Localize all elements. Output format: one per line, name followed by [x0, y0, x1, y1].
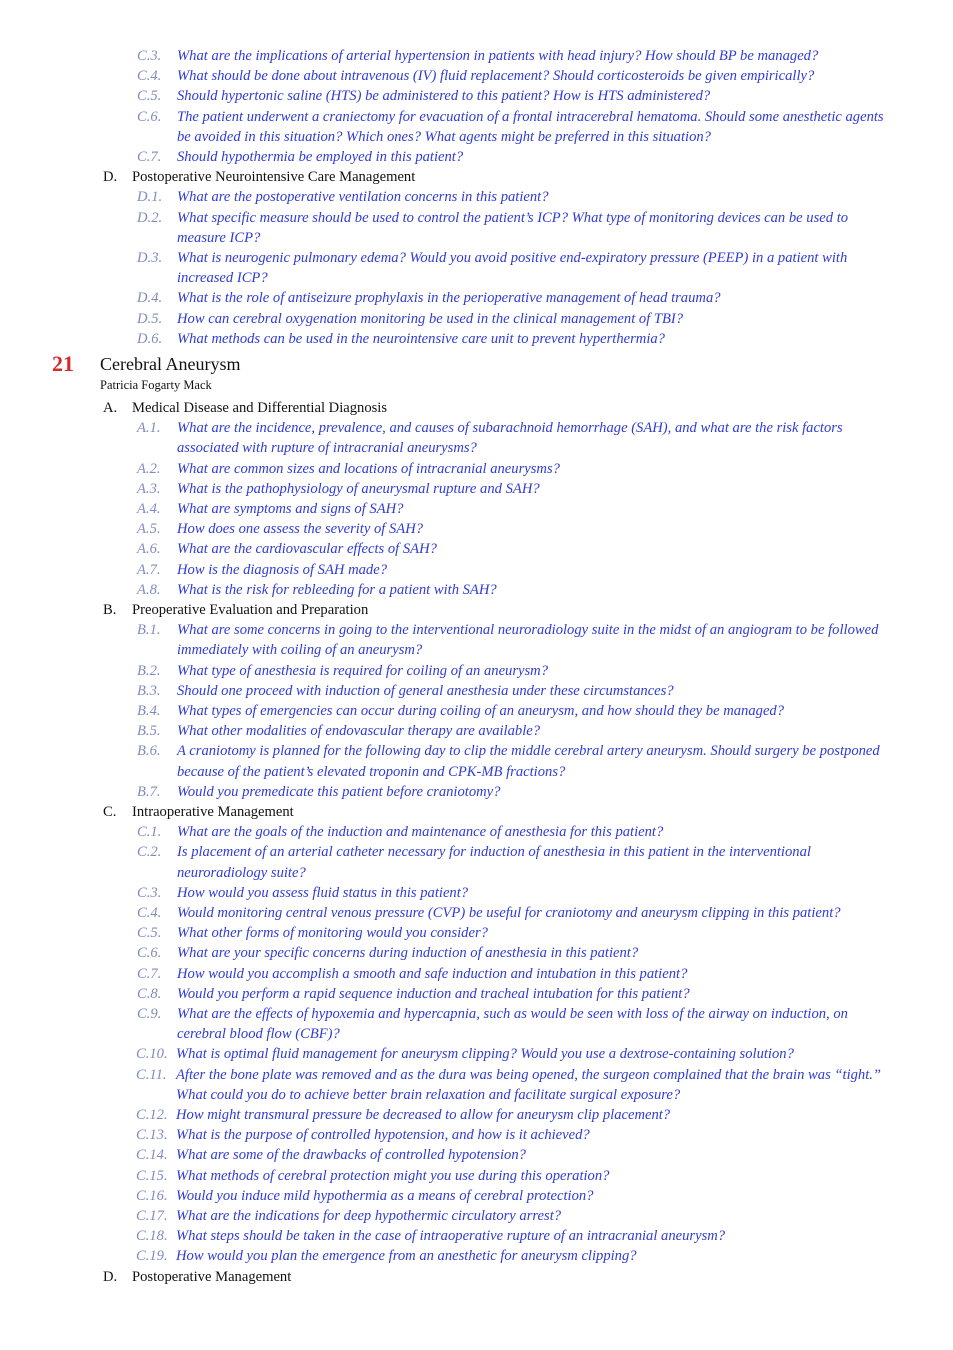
question-item: [0, 842, 953, 882]
question-item: [0, 580, 953, 600]
question-item: [0, 903, 953, 923]
question-number: C.3.: [137, 48, 162, 64]
question-item: [0, 822, 953, 842]
question-number: C.14.: [136, 1147, 168, 1164]
question-number: B.5.: [137, 723, 161, 740]
question-item: [0, 741, 953, 781]
question-item: [0, 479, 953, 499]
question-text: What are the effects of hypoxemia and hypercapnia, such as would be seen with loss of the airway on induction, on cerebral blood flow (CBF)?: [177, 1006, 848, 1043]
question-number: D.3.: [137, 250, 163, 266]
question-item: [0, 681, 953, 701]
question-number: C.7.: [137, 149, 162, 165]
question-number: C.13.: [136, 1127, 168, 1144]
question-text: Would monitoring central venous pressure (CVP) be useful for craniotomy and aneurysm clipping in this patient?: [177, 905, 841, 921]
question-number: A.1.: [137, 420, 161, 437]
question-number: B.7.: [137, 783, 161, 800]
section-heading: [0, 1267, 953, 1287]
question-number: C.18.: [136, 1228, 168, 1245]
question-item: [0, 560, 953, 580]
question-item: [0, 1105, 953, 1125]
question-item: [0, 620, 953, 660]
question-item: [0, 459, 953, 479]
question-number: C.5.: [137, 88, 162, 105]
section-letter: D.: [103, 169, 118, 186]
question-item: [0, 943, 953, 963]
question-number: C.5.: [137, 925, 162, 942]
question-number: C.4.: [137, 68, 162, 85]
question-number: C.19.: [136, 1248, 168, 1265]
question-number: A.8.: [137, 581, 161, 598]
question-number: D.1.: [137, 189, 163, 206]
question-number: C.11.: [136, 1066, 167, 1083]
question-number: C.8.: [137, 985, 162, 1002]
question-text: How is the diagnosis of SAH made?: [177, 561, 387, 578]
question-text: How can cerebral oxygenation monitoring be used in the clinical management of TBI?: [177, 310, 684, 327]
question-number: B.6.: [137, 743, 161, 760]
question-item: [0, 923, 953, 943]
question-text: Would you perform a rapid sequence induction and tracheal intubation for this patient?: [177, 985, 690, 1002]
question-text: Is placement of an arterial catheter necessary for induction of anesthesia in this patient in the interventional neuroradiology suite?: [177, 844, 811, 881]
question-number: A.5.: [137, 521, 161, 538]
question-number: C.10.: [136, 1046, 168, 1063]
question-item: [0, 1226, 953, 1246]
question-text: The patient underwent a craniectomy for evacuation of a frontal intracerebral hematoma. Should some anesthetic agents be avoided in this situation? Which ones? What agents might be preferred in this situation?: [177, 108, 884, 145]
chapter-number: 21: [52, 351, 74, 376]
question-item: [0, 519, 953, 539]
question-item: [0, 329, 953, 349]
question-text: What are the goals of the induction and maintenance of anesthesia for this patient?: [177, 824, 664, 841]
section-letter: C.: [103, 804, 117, 820]
question-text: What methods of cerebral protection might you use during this operation?: [176, 1167, 610, 1184]
section-title: Intraoperative Management: [132, 804, 294, 820]
question-text: What are the implications of arterial hypertension in patients with head injury? How should BP be managed?: [177, 48, 819, 64]
question-text: After the bone plate was removed and as the dura was being opened, the surgeon complained that the brain was “tight.” What could you do to achieve better brain relaxation and facilitate surgical exposure?: [176, 1066, 882, 1103]
question-text: What is the purpose of controlled hypotension, and how is it achieved?: [176, 1127, 590, 1144]
question-item: [0, 107, 953, 147]
question-number: B.1.: [137, 622, 161, 639]
question-text: How would you assess fluid status in this patient?: [177, 884, 469, 901]
question-number: C.7.: [137, 965, 162, 982]
question-item: [0, 964, 953, 984]
question-text: What other modalities of endovascular therapy are available?: [177, 723, 541, 740]
question-text: What other forms of monitoring would you consider?: [177, 925, 488, 942]
question-number: C.2.: [137, 844, 162, 861]
question-item: [0, 1166, 953, 1186]
question-number: A.7.: [137, 561, 161, 578]
question-item: [0, 288, 953, 308]
question-text: What is the role of antiseizure prophylaxis in the perioperative management of head trauma?: [177, 290, 721, 307]
question-text: What are symptoms and signs of SAH?: [177, 501, 404, 517]
question-number: A.4.: [137, 501, 161, 517]
question-text: What are the cardiovascular effects of SAH?: [177, 541, 437, 558]
question-number: C.6.: [137, 945, 162, 962]
question-item: [0, 248, 953, 288]
question-item: [0, 1145, 953, 1165]
question-text: How would you accomplish a smooth and safe induction and intubation in this patient?: [177, 965, 688, 982]
question-item: [0, 499, 953, 519]
question-number: D.2.: [137, 209, 163, 226]
question-item: [0, 721, 953, 741]
question-text: A craniotomy is planned for the following day to clip the middle cerebral artery aneurysm. Should surgery be postponed because of the patient’s elevated troponin and CPK-MB fractions?: [177, 743, 880, 780]
question-text: What are some concerns in going to the interventional neuroradiology suite in the midst of an angiogram to be followed immediately with coiling of an aneurysm?: [177, 622, 879, 659]
question-item: [0, 883, 953, 903]
question-text: What steps should be taken in the case of intraoperative rupture of an intracranial aneurysm?: [176, 1228, 726, 1245]
question-text: What type of anesthesia is required for coiling of an aneurysm?: [177, 662, 549, 679]
question-text: Would you premedicate this patient before craniotomy?: [177, 783, 501, 800]
question-number: A.6.: [137, 541, 161, 558]
question-number: C.9.: [137, 1006, 162, 1022]
question-item: [0, 309, 953, 329]
question-item: [0, 208, 953, 248]
section-letter: D.: [103, 1268, 118, 1285]
question-item: [0, 701, 953, 721]
question-item: [0, 187, 953, 207]
question-item: [0, 1186, 953, 1206]
chapter-author: Patricia Fogarty Mack: [100, 378, 212, 392]
section-title: Postoperative Management: [132, 1268, 292, 1285]
question-text: What is neurogenic pulmonary edema? Would you avoid positive end-expiratory pressure (PEEP) in a patient with increased ICP?: [177, 250, 848, 287]
question-item: [0, 1206, 953, 1226]
section-heading: [0, 398, 953, 418]
question-text: How might transmural pressure be decreased to allow for aneurysm clip placement?: [176, 1107, 671, 1123]
question-item: [0, 539, 953, 559]
chapter-title: Cerebral Aneurysm: [100, 354, 241, 374]
question-item: [0, 46, 953, 66]
question-number: B.3.: [137, 682, 161, 699]
question-item: [0, 66, 953, 86]
question-text: Should hypertonic saline (HTS) be administered to this patient? How is HTS administered?: [177, 88, 711, 105]
question-number: C.1.: [137, 824, 162, 841]
section-heading: [0, 167, 953, 187]
question-item: [0, 1246, 953, 1266]
question-number: D.5.: [137, 310, 163, 327]
question-text: What are the indications for deep hypothermic circulatory arrest?: [176, 1208, 562, 1224]
question-number: C.3.: [137, 884, 162, 901]
question-text: What is the pathophysiology of aneurysmal rupture and SAH?: [177, 480, 540, 497]
question-text: What are the postoperative ventilation concerns in this patient?: [177, 189, 549, 206]
question-item: [0, 1065, 953, 1105]
question-number: A.3.: [137, 480, 161, 497]
question-item: [0, 86, 953, 106]
question-number: D.6.: [137, 330, 163, 347]
question-number: A.2.: [137, 460, 161, 477]
question-item: [0, 782, 953, 802]
question-number: C.17.: [136, 1208, 168, 1224]
question-text: What is optimal fluid management for aneurysm clipping? Would you use a dextrose-containing solution?: [176, 1046, 794, 1063]
question-text: What specific measure should be used to control the patient’s ICP? What type of monitoring devices can be used to measure ICP?: [177, 209, 849, 246]
question-text: Should hypothermia be employed in this patient?: [177, 149, 464, 165]
question-text: What are some of the drawbacks of controlled hypotension?: [176, 1147, 526, 1164]
question-text: What are common sizes and locations of intracranial aneurysms?: [177, 460, 560, 477]
question-text: What are the incidence, prevalence, and causes of subarachnoid hemorrhage (SAH), and what are the risk factors associated with rupture of intracranial aneurysms?: [177, 420, 843, 457]
question-number: C.15.: [136, 1167, 168, 1184]
question-text: Should one proceed with induction of general anesthesia under these circumstances?: [177, 682, 674, 699]
section-letter: A.: [103, 400, 118, 416]
question-text: How would you plan the emergence from an anesthetic for aneurysm clipping?: [176, 1248, 637, 1265]
question-number: C.4.: [137, 905, 162, 921]
question-item: [0, 984, 953, 1004]
section-title: Preoperative Evaluation and Preparation: [132, 602, 369, 618]
question-item: [0, 1004, 953, 1044]
question-number: C.6.: [137, 108, 162, 125]
section-title: Postoperative Neurointensive Care Management: [132, 169, 416, 186]
section-heading: [0, 600, 953, 620]
question-number: B.2.: [137, 662, 161, 679]
question-number: C.16.: [136, 1187, 168, 1204]
question-text: What types of emergencies can occur during coiling of an aneurysm, and how should they be managed?: [177, 703, 785, 719]
section-title: Medical Disease and Differential Diagnosis: [132, 400, 388, 416]
question-item: [0, 147, 953, 167]
question-number: D.4.: [137, 290, 163, 307]
question-text: What are your specific concerns during induction of anesthesia in this patient?: [177, 945, 639, 962]
question-number: B.4.: [137, 703, 161, 719]
question-number: C.12.: [136, 1107, 168, 1123]
question-item: [0, 1044, 953, 1064]
question-item: [0, 1125, 953, 1145]
question-text: Would you induce mild hypothermia as a means of cerebral protection?: [176, 1187, 594, 1204]
question-item: [0, 418, 953, 458]
question-item: [0, 661, 953, 681]
question-text: What methods can be used in the neurointensive care unit to prevent hyperthermia?: [177, 330, 665, 347]
question-text: How does one assess the severity of SAH?: [177, 521, 424, 538]
question-text: What should be done about intravenous (IV) fluid replacement? Should corticosteroids be given empirically?: [177, 68, 815, 85]
section-letter: B.: [103, 602, 117, 618]
section-heading: [0, 802, 953, 822]
question-text: What is the risk for rebleeding for a patient with SAH?: [177, 581, 497, 598]
